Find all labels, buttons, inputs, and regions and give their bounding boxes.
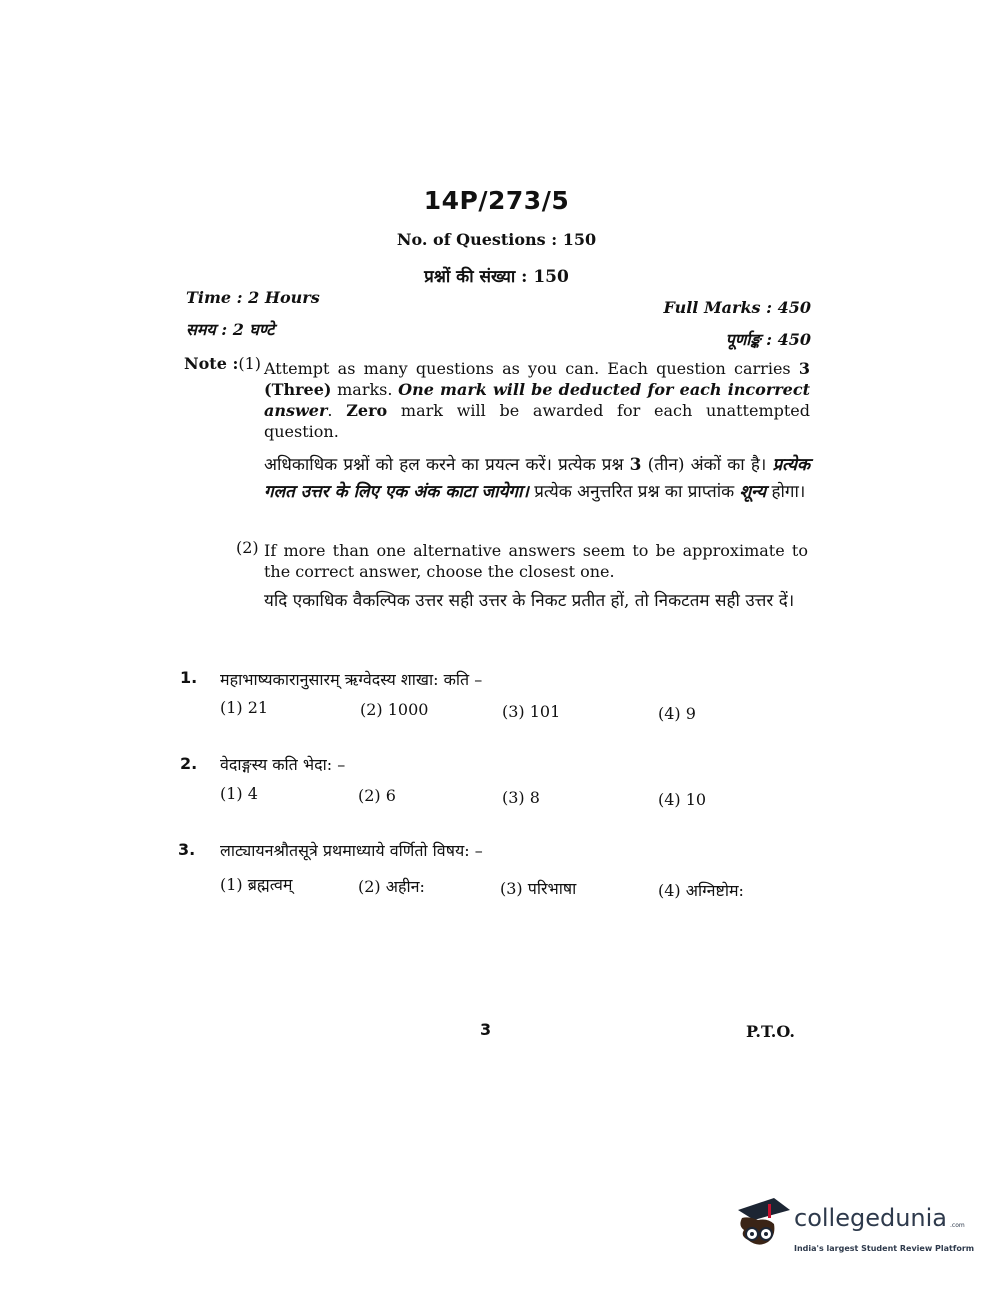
note-label-text: Note :: [184, 354, 239, 373]
number-of-questions-en: No. of Questions : 150: [396, 230, 597, 249]
collegedunia-mascot-icon: [734, 1196, 794, 1256]
number-of-questions-hi: प्रश्नों की संख्या : 150: [424, 267, 569, 287]
time-en: Time : 2 Hours: [186, 288, 320, 307]
question-2-text: वेदाङ्गस्य कति भेदा: –: [220, 755, 346, 774]
note-label: [184, 354, 261, 373]
time-hi: समय : 2 घण्टे: [186, 320, 275, 339]
question-3-number: 3.: [178, 840, 196, 859]
note-1-hi-a: अधिकाधिक प्रश्नों को हल करने का प्रयत्न करें। प्रत्येक प्रश्न: [264, 455, 630, 475]
question-2-option-2: (2) 6: [358, 786, 396, 805]
pto-label: P.T.O.: [746, 1022, 795, 1041]
note-1-en-b: 3 (Three): [264, 359, 810, 399]
question-3-text: लाट्यायनश्रौतसूत्रे प्रथमाध्याये वर्णितो विषय: –: [220, 841, 483, 860]
full-marks-en: Full Marks : 450: [663, 298, 811, 317]
page-number: 3: [480, 1020, 492, 1039]
question-3-option-4: (4) अग्निष्टोम:: [658, 881, 744, 900]
question-3-option-2: (2) अहीन:: [358, 877, 425, 896]
question-2-option-1: (1) 4: [220, 784, 258, 803]
question-3-option-1: (1) ब्रह्मत्वम्: [220, 875, 293, 894]
collegedunia-logo-text: collegedunia: [794, 1204, 948, 1232]
note-2-hindi: यदि एकाधिक वैकल्पिक उत्तर सही उत्तर के निकट प्रतीत हों, तो निकटतम सही उत्तर दें।: [264, 591, 795, 611]
note-1-en-g: mark will be awarded for each unattempted question.: [264, 401, 811, 441]
note-1-en-f: Zero: [346, 401, 388, 420]
note-1-en-d: One mark will be deducted for each incorrect answer: [264, 380, 810, 420]
note-2-english: If more than one alternative answers seem to be approximate to the correct answer, choose the closest one.: [264, 541, 808, 581]
collegedunia-logo-com: .com: [950, 1222, 965, 1229]
note-1-en-a: Attempt as many questions as you can. Each question carries: [264, 359, 799, 378]
question-1-option-1: (1) 21: [220, 698, 269, 717]
question-2-option-4: (4) 10: [658, 790, 707, 809]
question-2-number: 2.: [180, 754, 198, 773]
note-1-hi-g: होगा।: [766, 482, 806, 502]
note-1-english: [264, 358, 810, 442]
note-1-en-c: marks.: [331, 380, 399, 399]
question-2-option-3: (3) 8: [502, 788, 540, 807]
question-3-option-3: (3) परिभाषा: [500, 879, 577, 898]
question-1-number: 1.: [180, 668, 198, 687]
question-1-option-4: (4) 9: [658, 704, 696, 723]
note-1-en-e: .: [327, 401, 347, 420]
question-1-text: महाभाष्यकारानुसारम् ऋग्वेदस्य शाखा: कति –: [220, 670, 483, 689]
note-1-hi-d: प्रत्येक गलत उत्तर के लिए एक अंक काटा जायेगा।: [264, 455, 811, 502]
note-1-hindi: [264, 452, 810, 506]
note-1-hi-c: (तीन) अंकों का है।: [641, 455, 773, 475]
note-1-hi-b: 3: [629, 455, 642, 475]
question-1-option-3: (3) 101: [502, 702, 561, 721]
note-1-hi-f: शून्य: [739, 482, 767, 502]
question-1-option-2: (2) 1000: [360, 700, 429, 719]
full-marks-hi: पूर्णाङ्क : 450: [725, 330, 811, 349]
note-1-number: (1): [238, 354, 262, 373]
note-2-number: (2): [236, 538, 259, 557]
paper-code: 14P/273/5: [423, 186, 570, 215]
collegedunia-tagline: India's largest Student Review Platform: [794, 1244, 975, 1253]
note-1-hi-e: प्रत्येक अनुत्तरित प्रश्न का प्राप्तांक: [528, 482, 740, 502]
